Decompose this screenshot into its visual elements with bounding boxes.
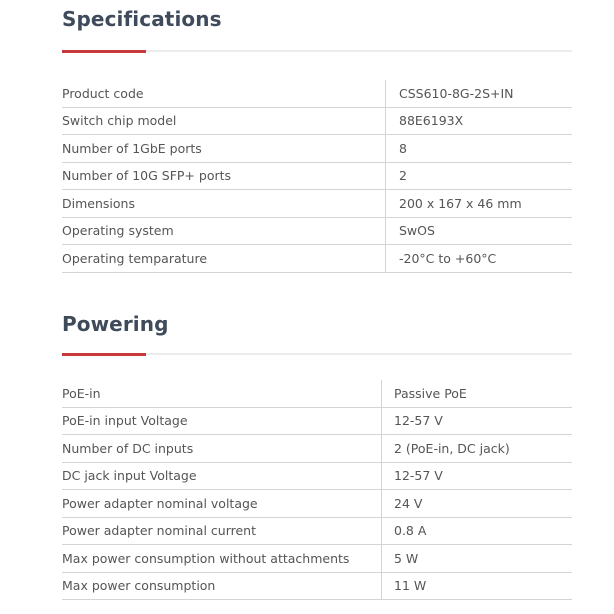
row-label: Number of 10G SFP+ ports [62,162,386,190]
row-value: 12-57 V [382,462,573,490]
table-row [62,462,572,490]
row-label: Number of 1GbE ports [62,135,386,163]
table-row [62,107,572,135]
row-value: 8 [386,135,573,163]
table-row [62,190,572,218]
row-label: PoE-in [62,380,382,407]
row-value: 2 (PoE-in, DC jack) [382,435,573,463]
powering-table [62,380,572,600]
row-label: Operating temparature [62,245,386,273]
row-value: 88E6193X [386,107,573,135]
row-label: Number of DC inputs [62,435,382,463]
row-label: Dimensions [62,190,386,218]
table-row [62,162,572,190]
specifications-heading-accent [62,50,146,53]
table-row [62,572,572,600]
row-label: DC jack input Voltage [62,462,382,490]
table-row [62,217,572,245]
row-label: Operating system [62,217,386,245]
row-value: 5 W [382,545,573,573]
row-value: 12-57 V [382,407,573,435]
row-label: Power adapter nominal current [62,517,382,545]
table-row [62,435,572,463]
row-value: 200 x 167 x 46 mm [386,190,573,218]
table-row [62,490,572,518]
row-label: Max power consumption [62,572,382,600]
row-value: -20°C to +60°C [386,245,573,273]
table-row [62,407,572,435]
powering-heading-accent [62,353,146,356]
row-label: Power adapter nominal voltage [62,490,382,518]
specifications-table [62,80,572,273]
table-row [62,135,572,163]
row-value: 11 W [382,572,573,600]
table-row [62,380,572,407]
row-label: Product code [62,80,386,107]
table-row [62,517,572,545]
row-value: 24 V [382,490,573,518]
row-value: Passive PoE [382,380,573,407]
row-label: Switch chip model [62,107,386,135]
row-value: SwOS [386,217,573,245]
specifications-heading: Specifications [62,7,222,31]
table-row [62,245,572,273]
row-label: Max power consumption without attachments [62,545,382,573]
table-row [62,80,572,107]
row-value: 0.8 A [382,517,573,545]
specifications-heading-rule [62,50,572,52]
powering-heading: Powering [62,312,169,336]
row-value: 2 [386,162,573,190]
row-label: PoE-in input Voltage [62,407,382,435]
powering-heading-rule [62,353,572,355]
row-value: CSS610-8G-2S+IN [386,80,573,107]
table-row [62,545,572,573]
